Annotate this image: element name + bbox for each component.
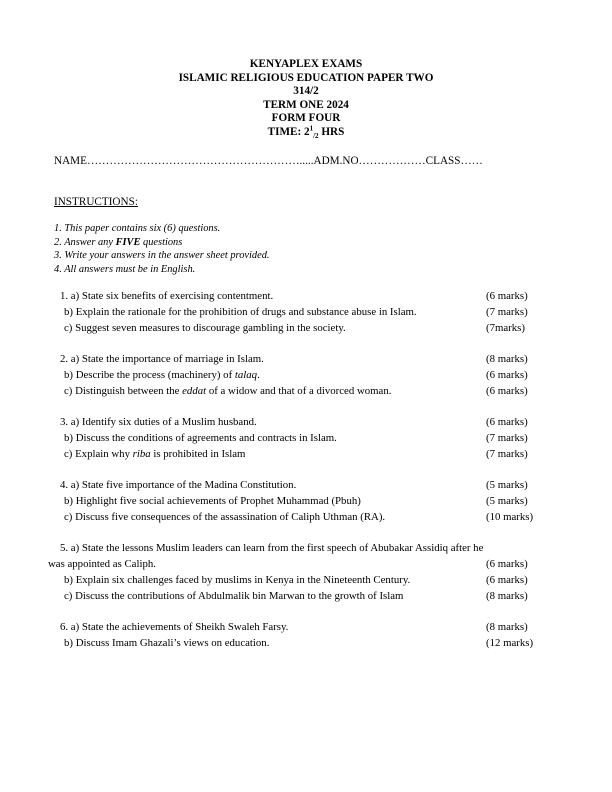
instructions-title: INSTRUCTIONS (54, 196, 135, 208)
paper-code: 314/2 (293, 85, 319, 98)
question-text: 3. a) Identify six duties of a Muslim husband. (60, 416, 257, 428)
marks: (12 marks) (486, 637, 534, 649)
question-text-part: b) Describe the process (machinery) of (64, 369, 235, 381)
question-text: was appointed as Caliph. (48, 558, 156, 570)
question-5a-line1 (54, 540, 554, 556)
question-2b (54, 367, 554, 383)
instruction-emphasis: FIVE (115, 236, 141, 248)
marks: (7 marks) (486, 306, 528, 318)
question-text-part: of a widow and that of a divorced woman. (206, 385, 392, 397)
question-text-part: c) Explain why (64, 448, 133, 460)
question-6a (54, 619, 554, 635)
question-3c (54, 446, 554, 462)
marks: (6 marks) (486, 558, 528, 570)
exam-header (0, 58, 612, 140)
exam-body: KENYAPLEX EXAMS (249, 58, 363, 70)
question-term: talaq (234, 369, 258, 381)
question-2c (54, 383, 554, 399)
question-term: eddat (182, 385, 207, 397)
question-text: b) Discuss Imam Ghazali’s views on education. (64, 637, 270, 649)
question-4c (54, 509, 554, 525)
question-1a (54, 288, 554, 304)
question-text-part: is prohibited in Islam (150, 448, 246, 460)
time-sup: 1 (309, 124, 314, 133)
question-text: 5. a) State the lessons Muslim leaders can learn from the first speech of Abubakar Assidiq after he (60, 542, 484, 554)
question-text: b) Explain the rationale for the prohibition of drugs and substance abuse in Islam. (64, 306, 417, 318)
candidate-details-line: NAME………………………………………………….....ADM.NO………………CLASS…… (54, 155, 483, 167)
question-4a (54, 477, 554, 493)
question-term: riba (132, 448, 151, 460)
instruction-text: questions (140, 236, 183, 248)
time-prefix: TIME: 2 (267, 125, 310, 138)
questions-section (48, 288, 554, 651)
marks: (10 marks) (486, 511, 534, 523)
instruction-item: 1. This paper contains six (6) questions. (54, 223, 221, 234)
paper-title: ISLAMIC RELIGIOUS EDUCATION PAPER TWO (178, 71, 434, 84)
time-allowed (0, 126, 612, 140)
question-text: 6. a) State the achievements of Sheikh Swaleh Farsy. (60, 621, 289, 633)
time-sub: /2 (313, 132, 319, 141)
form-level: FORM FOUR (271, 112, 341, 125)
instructions-list (54, 222, 270, 276)
time-suffix: HRS (318, 125, 345, 138)
question-3a (54, 414, 554, 430)
question-text: b) Explain six challenges faced by muslims in Kenya in the Nineteenth Century. (64, 574, 411, 586)
question-text: 4. a) State five importance of the Madina Constitution. (60, 479, 297, 491)
marks: (8 marks) (486, 621, 528, 633)
marks: (5 marks) (486, 495, 528, 507)
term: TERM ONE 2024 (263, 98, 349, 111)
question-text-part: c) Distinguish between the (64, 385, 183, 397)
question-text: b) Highlight five social achievements of Prophet Muhammad (Pbuh) (64, 495, 361, 507)
question-text (64, 383, 391, 399)
marks: (7 marks) (486, 448, 528, 460)
marks: (6 marks) (486, 369, 528, 381)
question-text: 1. a) State six benefits of exercising contentment. (60, 290, 274, 302)
question-text: 2. a) State the importance of marriage in Islam. (60, 353, 264, 365)
question-text: c) Suggest seven measures to discourage gambling in the society. (64, 322, 346, 334)
question-text: b) Discuss the conditions of agreements and contracts in Islam. (64, 432, 337, 444)
marks: (8 marks) (486, 590, 528, 602)
question-text: c) Discuss five consequences of the assassination of Caliph Uthman (RA). (64, 511, 386, 523)
marks: (6 marks) (486, 385, 528, 397)
instruction-item: 3. Write your answers in the answer sheet provided. (54, 250, 270, 262)
question-5a-line2 (48, 556, 554, 572)
marks: (7 marks) (486, 432, 528, 444)
question-3b (54, 430, 554, 446)
question-text-part: . (257, 369, 260, 381)
marks: (5 marks) (486, 479, 528, 491)
question-1b (54, 304, 554, 320)
question-1c (54, 320, 554, 336)
marks: (7marks) (486, 322, 525, 334)
marks: (6 marks) (486, 290, 528, 302)
question-text (64, 367, 260, 383)
question-5c (54, 588, 554, 604)
marks: (6 marks) (486, 574, 528, 586)
marks: (6 marks) (486, 416, 528, 428)
instruction-item (54, 236, 270, 250)
question-text (64, 446, 245, 462)
instructions-colon: : (134, 196, 138, 208)
instruction-item: 4. All answers must be in English. (54, 263, 196, 275)
instructions-heading (54, 196, 138, 208)
question-text: c) Discuss the contributions of Abdulmalik bin Marwan to the growth of Islam (64, 590, 404, 602)
marks: (8 marks) (486, 353, 528, 365)
question-5b (54, 572, 554, 588)
question-6b (54, 635, 554, 651)
question-2a (54, 351, 554, 367)
question-4b (54, 493, 554, 509)
instruction-text: 2. Answer any (54, 236, 116, 248)
